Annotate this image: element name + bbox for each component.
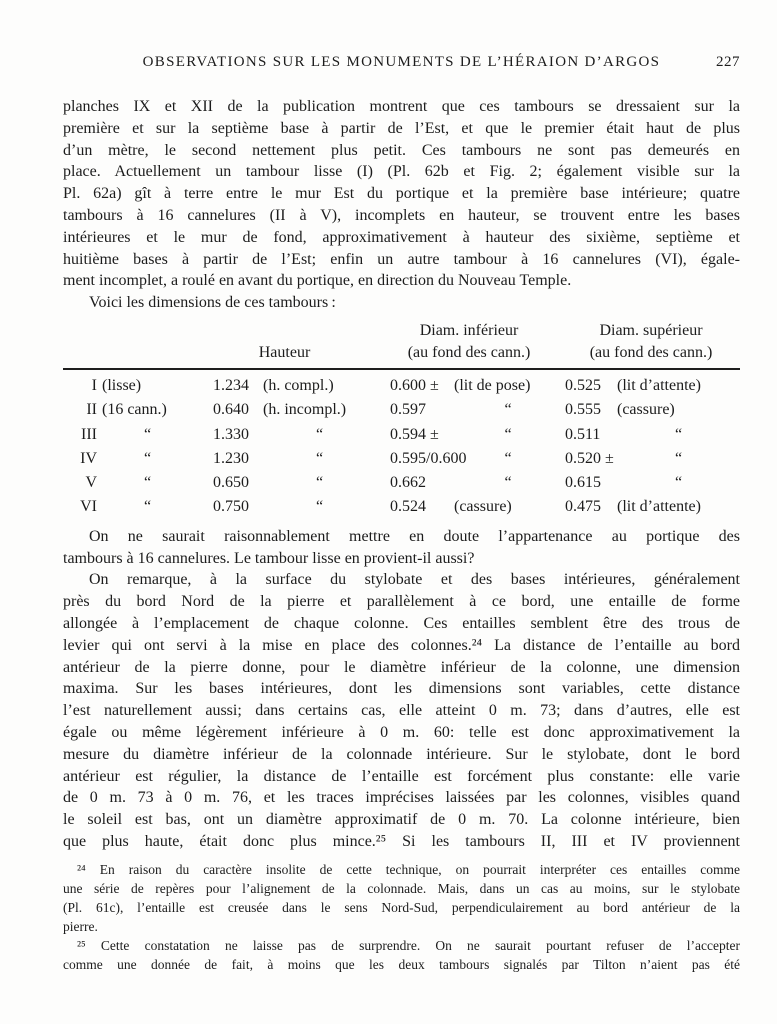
table-row	[63, 374, 740, 398]
diam-superior-note: “	[674, 425, 683, 443]
text-line: mesure du diamètre inférieur de la colonnade intérieure. Sur le stylobate, dont le bord	[63, 745, 740, 763]
drum-type: “	[143, 474, 152, 492]
text-line: que plus haute, était donc plus mince.²⁵ Si les tambours II, III et IV proviennent	[63, 832, 740, 850]
page-number: 227	[716, 54, 740, 70]
drum-type: “	[143, 425, 152, 443]
height-note: “	[315, 425, 324, 443]
diam-inferior-value: 0.524	[390, 498, 426, 516]
text-line: place. Actuellement un tambour lisse (I) (Pl. 62b et Fig. 2; également visible sur la	[63, 163, 740, 181]
height-cell	[193, 447, 376, 471]
text-line: près du bord Nord de la pierre et parallèlement à ce bord, une entaille de forme	[63, 593, 740, 611]
text-line: allongée à l’emplacement de chaque colonne. Ces entailles semblent être des trous de	[63, 614, 740, 632]
height-note: “	[315, 474, 324, 492]
drum-numeral: VI	[80, 498, 97, 516]
diam-inferior-note: (lit de pose)	[454, 376, 531, 394]
table-row	[63, 495, 740, 519]
drum-type: “	[143, 498, 152, 516]
body-text-lower	[63, 526, 740, 853]
running-head	[63, 53, 740, 72]
table-rule	[63, 368, 740, 370]
diam-superior-value: 0.475	[565, 498, 601, 516]
diam-superior-cell	[562, 398, 740, 422]
diam-inferior-cell	[376, 374, 562, 398]
header-spacer	[193, 320, 376, 342]
drum-numeral: I	[91, 376, 97, 394]
text-line: de 0 m. 73 à 0 m. 76, et les traces imprécises laissées par les colonnes, visibles quand	[63, 789, 740, 807]
text-line: antérieur de la pierre donne, pour le diamètre inférieur de la colonne, une dimension	[63, 658, 740, 676]
diam-inferior-note: (cassure)	[454, 498, 512, 516]
drum-type: (lisse)	[102, 376, 142, 394]
text-line: levier qui ont servi à la mise en place des colonnes.²⁴ La distance de l’entaille au bord	[63, 636, 740, 654]
diam-inferior-value: 0.594 ±	[390, 425, 439, 443]
diam-inferior-cell	[376, 423, 562, 447]
diam-superior-note: (lit d’attente)	[617, 376, 701, 394]
height-note: “	[315, 449, 324, 467]
height-note: (h. incompl.)	[263, 401, 347, 419]
text-line: d’un mètre, le second nettement plus petit. Ces tambours ne sont pas demeurés en	[63, 141, 740, 159]
text-line: antérieur est régulier, la distance de l’entaille est forcément plus constante: elle varie	[63, 767, 740, 785]
footnote-line: comme une donnée de fait, à moins que les deux tambours signalés par Tilton n’aient pas été	[63, 956, 740, 972]
text-line: On remarque, à la surface du stylobate et des bases intérieures, généralement	[89, 571, 740, 589]
header-diam-superieur-sub: (au fond des cann.)	[589, 343, 713, 361]
text-line: ment incomplet, a roulé en avant du portique, en direction du Nouveau Temple.	[63, 272, 572, 290]
text-line: tambours à 16 cannelures (II à V), incomplets en hauteur, se trouvent entre les bases	[63, 206, 740, 224]
footnote-line: une série de repères pour l’alignement de la colonnade. Mais, dans un cas au moins, sur le stylobate	[63, 880, 740, 896]
text-line: première et sur la septième base à partir de l’Est, et que le premier était haut de plus	[63, 119, 740, 137]
height-cell	[193, 374, 376, 398]
height-value: 0.640	[213, 401, 249, 419]
footnotes	[63, 860, 740, 974]
diam-inferior-cell	[376, 398, 562, 422]
drum-type: “	[143, 449, 152, 467]
diam-inferior-cell	[376, 471, 562, 495]
drum-numeral: IV	[80, 449, 97, 467]
diam-superior-note: (lit d’attente)	[617, 498, 701, 516]
drum-numeral: II	[86, 401, 97, 419]
footnote-line: ²⁵ Cette constatation ne laisse pas de surprendre. On ne saurait pourtant refuser de l’accepter	[77, 937, 740, 953]
table-row	[63, 423, 740, 447]
text-line: maxima. Sur les bases intérieures, dont les dimensions sont variables, cette distance	[63, 680, 740, 698]
diam-superior-value: 0.555	[565, 401, 601, 419]
text-line: l’est naturellement aussi; dans certains cas, elle atteint 0 m. 73; dans d’autres, elle est	[63, 702, 740, 720]
table-row	[63, 471, 740, 495]
height-note: “	[315, 498, 324, 516]
diam-inferior-cell	[376, 495, 562, 519]
diam-inferior-value: 0.595/0.600	[390, 449, 467, 467]
text-line: tambours à 16 cannelures. Le tambour lisse en provient-il aussi?	[63, 549, 475, 567]
diam-superior-value: 0.520 ±	[565, 449, 614, 467]
header-diam-inferieur-sub: (au fond des cann.)	[407, 343, 531, 361]
height-value: 0.650	[213, 474, 249, 492]
text-line: On ne saurait raisonnablement mettre en doute l’appartenance au portique des	[89, 527, 740, 545]
header-diam-superieur: Diam. supérieur	[599, 321, 703, 339]
header-spacer	[63, 320, 193, 342]
drum-numeral: V	[85, 474, 97, 492]
diam-superior-cell	[562, 447, 740, 471]
header-hauteur: Hauteur	[258, 343, 311, 361]
text-line: huitième bases à partir de l’Est; enfin un autre tambour à 16 cannelures (VI), égale-	[63, 250, 740, 268]
footnote-line: (Pl. 61c), l’entaille est creusée dans le sens Nord-Sud, perpendiculairement au bord antérieur de la	[63, 899, 740, 915]
table-header-row-1	[63, 320, 740, 342]
dimensions-table	[63, 320, 740, 520]
drum-type: (16 cann.)	[102, 401, 167, 419]
height-value: 1.330	[213, 425, 249, 443]
diam-inferior-cell	[376, 447, 562, 471]
diam-superior-value: 0.615	[565, 474, 601, 492]
text-line: planches IX et XII de la publication montrent que ces tambours se dressaient sur la	[63, 98, 740, 115]
text-line: égale ou même légèrement inférieure à 0 m. 60: telle est donc approximativement la	[63, 723, 740, 741]
body-text-upper	[63, 96, 740, 314]
diam-superior-value: 0.511	[565, 425, 601, 443]
height-cell	[193, 471, 376, 495]
text-line: intérieures et le mur de fond, approximativement à hauteur des sixième, septième et	[63, 228, 740, 246]
table-row	[63, 447, 740, 471]
diam-superior-cell	[562, 374, 740, 398]
diam-inferior-note: “	[504, 474, 512, 492]
header-diam-inferieur: Diam. inférieur	[419, 321, 519, 339]
text-line: Pl. 62a) gît à terre entre le mur Est du portique et la première base intérieure; quatre	[63, 185, 740, 203]
diam-superior-cell	[562, 423, 740, 447]
drum-numeral: III	[81, 425, 97, 443]
diam-superior-cell	[562, 495, 740, 519]
table-header-row-2	[63, 342, 740, 364]
diam-inferior-note: “	[504, 425, 512, 443]
diam-superior-cell	[562, 471, 740, 495]
diam-inferior-value: 0.662	[390, 474, 426, 492]
diam-inferior-value: 0.597	[390, 401, 426, 419]
footnote-line: ²⁴ En raison du caractère insolite de cette technique, on pourrait interpréter ces entailles comme	[77, 861, 740, 877]
height-value: 1.234	[213, 376, 249, 394]
height-cell	[193, 398, 376, 422]
diam-superior-note: “	[674, 474, 683, 492]
table-body	[63, 374, 740, 520]
footnote-line: pierre.	[63, 918, 98, 934]
table-row	[63, 398, 740, 422]
text-line: Voici les dimensions de ces tambours :	[89, 294, 336, 312]
diam-inferior-note: “	[504, 449, 512, 467]
height-note: (h. compl.)	[263, 376, 334, 394]
diam-superior-note: (cassure)	[617, 401, 675, 419]
diam-superior-value: 0.525	[565, 376, 601, 394]
text-line: le soleil est bas, ont un diamètre approximatif de 0 m. 70. La colonne intérieure, bien	[63, 811, 740, 829]
height-value: 0.750	[213, 498, 249, 516]
running-head-title: OBSERVATIONS SUR LES MONUMENTS DE L’HÉRAION D’ARGOS	[142, 54, 661, 70]
diam-inferior-note: “	[504, 401, 512, 419]
diam-superior-note: “	[674, 449, 683, 467]
header-spacer	[63, 342, 193, 364]
diam-inferior-value: 0.600 ±	[390, 376, 439, 394]
height-cell	[193, 495, 376, 519]
height-value: 1.230	[213, 449, 249, 467]
height-cell	[193, 423, 376, 447]
